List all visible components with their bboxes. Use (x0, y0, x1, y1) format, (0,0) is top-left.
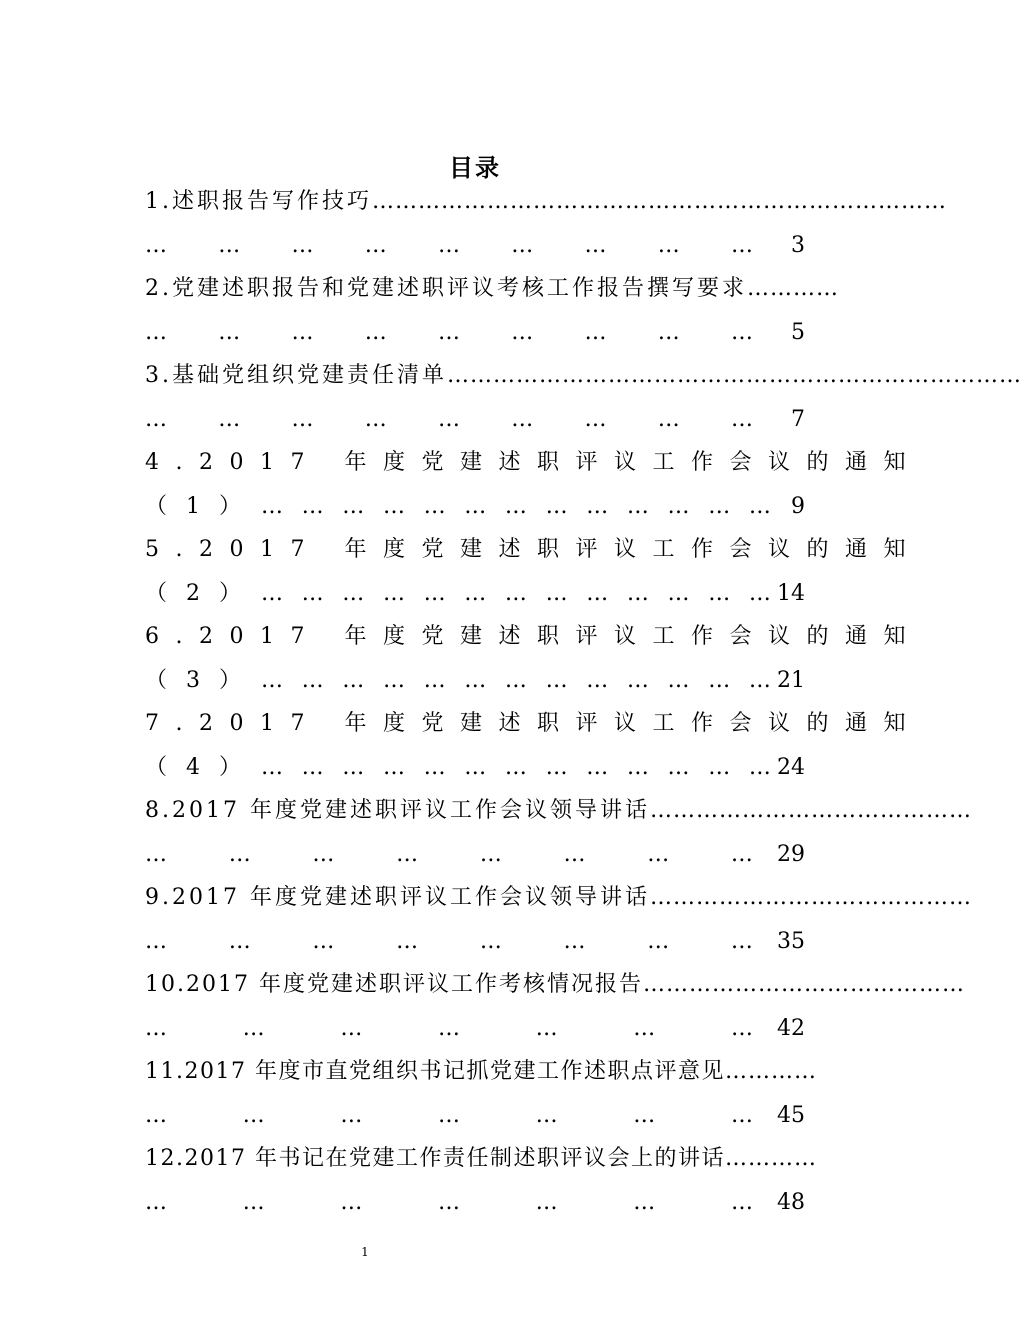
leader-dots: … … … … … … … … … (145, 406, 753, 432)
toc-entry-5[interactable] (145, 528, 922, 615)
leader-dots: … … … … … … … … (145, 841, 753, 867)
toc-entry-text: 1.述职报告写作技巧 (145, 189, 372, 214)
toc-entry-2[interactable] (145, 267, 839, 354)
toc-entry-text: 4.2017 年度党建述职评议工作会议的通知 (145, 450, 922, 475)
toc-entry-page: 35 (777, 928, 805, 954)
toc-entry-7[interactable] (145, 702, 922, 789)
toc-entry-12[interactable] (145, 1137, 817, 1224)
page-number: 1 (361, 1245, 369, 1259)
toc-entry-9[interactable] (145, 876, 972, 963)
leader-dots: … … … … … … … … … … … … … (260, 667, 771, 693)
leader-dots: … … … … … … … … … (145, 232, 753, 258)
table-of-contents (145, 180, 1022, 1224)
leader-dots: … … … … … … … … (145, 928, 753, 954)
toc-entry-6[interactable] (145, 615, 922, 702)
toc-entry-page: 21 (777, 667, 805, 693)
toc-entry-text: 7.2017 年度党建述职评议工作会议的通知 (145, 711, 922, 736)
toc-entry-11[interactable] (145, 1050, 817, 1137)
toc-entry-page: 48 (777, 1189, 805, 1215)
leader-dots: … … … … … … … (145, 1189, 753, 1215)
toc-entry-10[interactable] (145, 963, 965, 1050)
leader-dots: … … … … … … … … … (145, 319, 753, 345)
toc-entry-1[interactable] (145, 180, 947, 267)
leader-dots: ………………………………………………………………… (447, 363, 1022, 388)
toc-entry-page: 45 (777, 1102, 805, 1128)
toc-entry-page: 42 (777, 1015, 805, 1041)
toc-entry-page: 24 (777, 754, 805, 780)
leader-dots: ………… (724, 1146, 817, 1171)
toc-entry-sub: （ 3 ） (145, 667, 247, 693)
toc-entry-page: 9 (791, 493, 805, 519)
leader-dots: ………… (724, 1059, 817, 1084)
toc-entry-page: 14 (777, 580, 805, 606)
toc-entry-3[interactable] (145, 354, 1022, 441)
leader-dots: …………………………………… (649, 885, 972, 910)
toc-title: 目录 (449, 153, 501, 182)
toc-entry-page: 3 (791, 232, 805, 258)
toc-entry-text: 5.2017 年度党建述职评议工作会议的通知 (145, 537, 922, 562)
toc-entry-text: 9.2017 年度党建述职评议工作会议领导讲话 (145, 885, 650, 910)
toc-entry-text: 12.2017 年书记在党建工作责任制述职评议会上的讲话 (145, 1146, 725, 1171)
toc-entry-text: 10.2017 年度党建述职评议工作考核情况报告 (145, 972, 643, 997)
leader-dots: … … … … … … … … … … … … … (260, 493, 771, 519)
leader-dots: … … … … … … … … … … … … … (260, 580, 771, 606)
toc-entry-text: 2.党建述职报告和党建述职评议考核工作报告撰写要求 (145, 276, 747, 301)
toc-entry-text: 8.2017 年度党建述职评议工作会议领导讲话 (145, 798, 650, 823)
leader-dots: …………………………………… (649, 798, 972, 823)
leader-dots: ………… (747, 276, 839, 301)
toc-entry-4[interactable] (145, 441, 922, 528)
leader-dots: … … … … … … … (145, 1015, 753, 1041)
toc-entry-sub: （ 1 ） (145, 493, 247, 519)
leader-dots: ………………………………………………………………… (372, 189, 947, 214)
toc-entry-page: 5 (791, 319, 805, 345)
toc-entry-sub: （ 4 ） (145, 754, 247, 780)
toc-entry-8[interactable] (145, 789, 972, 876)
toc-entry-page: 29 (777, 841, 805, 867)
toc-entry-text: 6.2017 年度党建述职评议工作会议的通知 (145, 624, 922, 649)
toc-entry-page: 7 (791, 406, 805, 432)
leader-dots: … … … … … … … … … … … … … (260, 754, 771, 780)
toc-entry-sub: （ 2 ） (145, 580, 247, 606)
leader-dots: …………………………………… (642, 972, 965, 997)
toc-entry-text: 11.2017 年度市直党组织书记抓党建工作述职点评意见 (145, 1059, 725, 1084)
toc-entry-text: 3.基础党组织党建责任清单 (145, 363, 447, 388)
leader-dots: … … … … … … … (145, 1102, 753, 1128)
